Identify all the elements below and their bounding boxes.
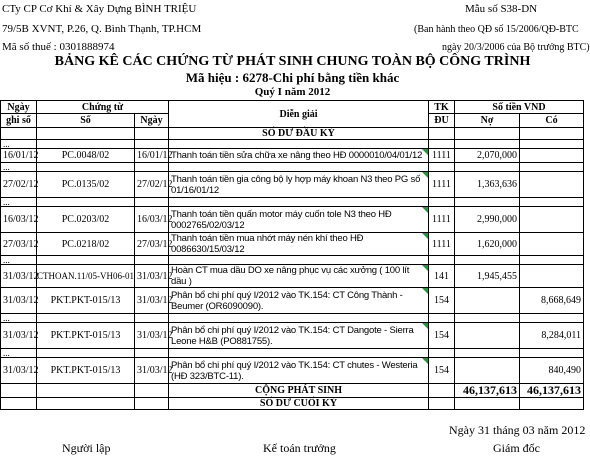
- row-date: 27/02/12: [1, 172, 37, 198]
- ledger-table: [0, 100, 584, 410]
- row-voucher-no: PKT.PKT-015/13: [37, 288, 135, 314]
- total-row: [1, 384, 584, 398]
- row-voucher-date: 27/02/12: [135, 172, 169, 198]
- row-description: Thanh toán tiền sửa chữa xe nâng theo HĐ 0000010/04/01/12: [169, 149, 429, 163]
- row-credit: 8,668,649: [520, 288, 584, 314]
- row-voucher-date: 31/03/12: [135, 323, 169, 349]
- row-description: Phân bổ chi phí quý I/2012 vào TK.154: CT chutes - Westeria (HĐ 323/BTC-11).: [169, 358, 429, 384]
- table-row: [1, 233, 584, 256]
- row-date: 31/03/12: [1, 358, 37, 384]
- row-credit: [520, 233, 584, 256]
- header-date-line2: ghi sổ: [1, 114, 37, 128]
- row-credit: [520, 172, 584, 198]
- row-voucher-date: 16/03/12: [135, 207, 169, 233]
- row-credit: 840,490: [520, 358, 584, 384]
- signature-accountant: Kế toán trưởng: [263, 441, 336, 455]
- row-voucher-date: 31/03/12: [135, 288, 169, 314]
- row-voucher-no: PC.0048/02: [37, 149, 135, 163]
- row-debit: [455, 288, 520, 314]
- row-date: 31/03/12: [1, 323, 37, 349]
- row-voucher-date: 31/03/12: [135, 358, 169, 384]
- report-date: Ngày 31 tháng 03 năm 2012: [449, 423, 586, 437]
- row-account: 1111: [429, 172, 455, 198]
- row-debit: 1,620,000: [455, 233, 520, 256]
- row-credit: [520, 207, 584, 233]
- form-issued-line1: (Ban hành theo QĐ số 15/2006/QĐ-BTC: [414, 24, 579, 35]
- tax-code: Mã số thuế : 0301888974: [2, 41, 115, 53]
- header-voucher: Chứng từ: [37, 101, 169, 114]
- report-subtitle: Mã hiệu : 6278-Chi phí bằng tiền khác: [185, 70, 400, 85]
- company-address: 79/5B XVNT, P.26, Q. Bình Thạnh, TP.HCM: [2, 23, 202, 35]
- row-debit: [455, 323, 520, 349]
- total-debit: 46,137,613: [455, 384, 520, 398]
- row-date: 31/03/12: [1, 288, 37, 314]
- closing-balance-label: SỐ DƯ CUỐI KỲ: [169, 398, 429, 410]
- report-period: Quý I năm 2012: [254, 86, 331, 98]
- row-date: 31/03/12: [1, 265, 37, 288]
- form-code: Mẫu số S38-DN: [465, 3, 538, 15]
- row-account: 154: [429, 323, 455, 349]
- row-voucher-no: PC.0218/02: [37, 233, 135, 256]
- separator-mark: ...: [3, 197, 10, 207]
- row-account: 141: [429, 265, 455, 288]
- header-credit: Có: [520, 114, 584, 128]
- separator-mark: ...: [3, 139, 10, 149]
- company-name: CTy CP Cơ Khí & Xây Dựng BÌNH TRIỆU: [2, 3, 197, 15]
- row-description: Thanh toán tiền quấn motor máy cuốn tole N3 theo HĐ 0002765/02/03/12: [169, 207, 429, 233]
- header-debit: Nợ: [455, 114, 520, 128]
- row-date: 16/01/12: [1, 149, 37, 163]
- header-description: Diễn giải: [169, 101, 429, 128]
- header-account: TK: [429, 101, 455, 114]
- row-account: 1111: [429, 149, 455, 163]
- header-date: Ngày: [1, 101, 37, 114]
- row-voucher-no: PC.0203/02: [37, 207, 135, 233]
- row-account: 1111: [429, 207, 455, 233]
- row-description: Phân bổ chi phí quý I/2012 vào TK.154: CT Dangote - Sierra Leone H&B (PO881755).: [169, 323, 429, 349]
- signature-director: Giám đốc: [493, 441, 540, 455]
- separator-mark: ...: [3, 255, 10, 265]
- separator-mark: ...: [3, 313, 10, 323]
- row-credit: [520, 265, 584, 288]
- table-row: [1, 323, 584, 349]
- form-issued-line2: ngày 20/3/2006 của Bộ trưởng BTC): [442, 42, 590, 53]
- row-description: Phân bổ chi phí quý I/2012 vào TK.154: CT Công Thành - Beumer (OR6090090).: [169, 288, 429, 314]
- row-description: Thanh toán tiền mua nhớt máy nén khí theo HĐ 0086630/15/03/12: [169, 233, 429, 256]
- signature-preparer: Người lập: [62, 441, 111, 455]
- row-debit: 2,990,000: [455, 207, 520, 233]
- report-title: BẢNG KÊ CÁC CHỨNG TỪ PHÁT SINH CHUNG TOÀN BỘ CÔNG TRÌNH: [54, 54, 531, 69]
- row-debit: [455, 358, 520, 384]
- row-voucher-no: PC.0135/02: [37, 172, 135, 198]
- row-voucher-date: 31/03/12: [135, 265, 169, 288]
- row-description: Thanh toán tiền gia công bộ ly hợp máy khoan N3 theo PG số 01/16/01/12: [169, 172, 429, 198]
- table-row: [1, 172, 584, 198]
- row-credit: 8,284,011: [520, 323, 584, 349]
- total-label: CỘNG PHÁT SINH: [169, 384, 429, 398]
- header-voucher-date: Ngày: [135, 114, 169, 128]
- row-credit: [520, 149, 584, 163]
- opening-balance-label: SỐ DƯ ĐẦU KỲ: [169, 128, 429, 140]
- table-row: [1, 288, 584, 314]
- header-account-line2: ĐU: [429, 114, 455, 128]
- row-date: 27/03/12: [1, 233, 37, 256]
- row-voucher-date: 16/01/12: [135, 149, 169, 163]
- row-account: 154: [429, 288, 455, 314]
- row-debit: 1,945,455: [455, 265, 520, 288]
- row-date: 16/03/12: [1, 207, 37, 233]
- row-debit: 1,363,636: [455, 172, 520, 198]
- header-voucher-no: Số: [37, 114, 135, 128]
- row-voucher-no: CTHOAN.11/05-VH06-01: [37, 265, 135, 288]
- table-row: [1, 265, 584, 288]
- row-description: Hoàn CT mua dầu DO xe nâng phục vụ các xưởng ( 100 lít dầu ): [169, 265, 429, 288]
- table-row: [1, 358, 584, 384]
- header-amount: Số tiền VND: [455, 101, 584, 114]
- table-row: [1, 207, 584, 233]
- total-credit: 46,137,613: [520, 384, 584, 398]
- row-voucher-no: PKT.PKT-015/13: [37, 358, 135, 384]
- row-debit: 2,070,000: [455, 149, 520, 163]
- separator-mark: ...: [3, 348, 10, 358]
- row-account: 1111: [429, 233, 455, 256]
- row-voucher-date: 27/03/12: [135, 233, 169, 256]
- row-voucher-no: PKT.PKT-015/13: [37, 323, 135, 349]
- table-row: [1, 149, 584, 163]
- row-account: 154: [429, 358, 455, 384]
- separator-mark: ...: [3, 162, 10, 172]
